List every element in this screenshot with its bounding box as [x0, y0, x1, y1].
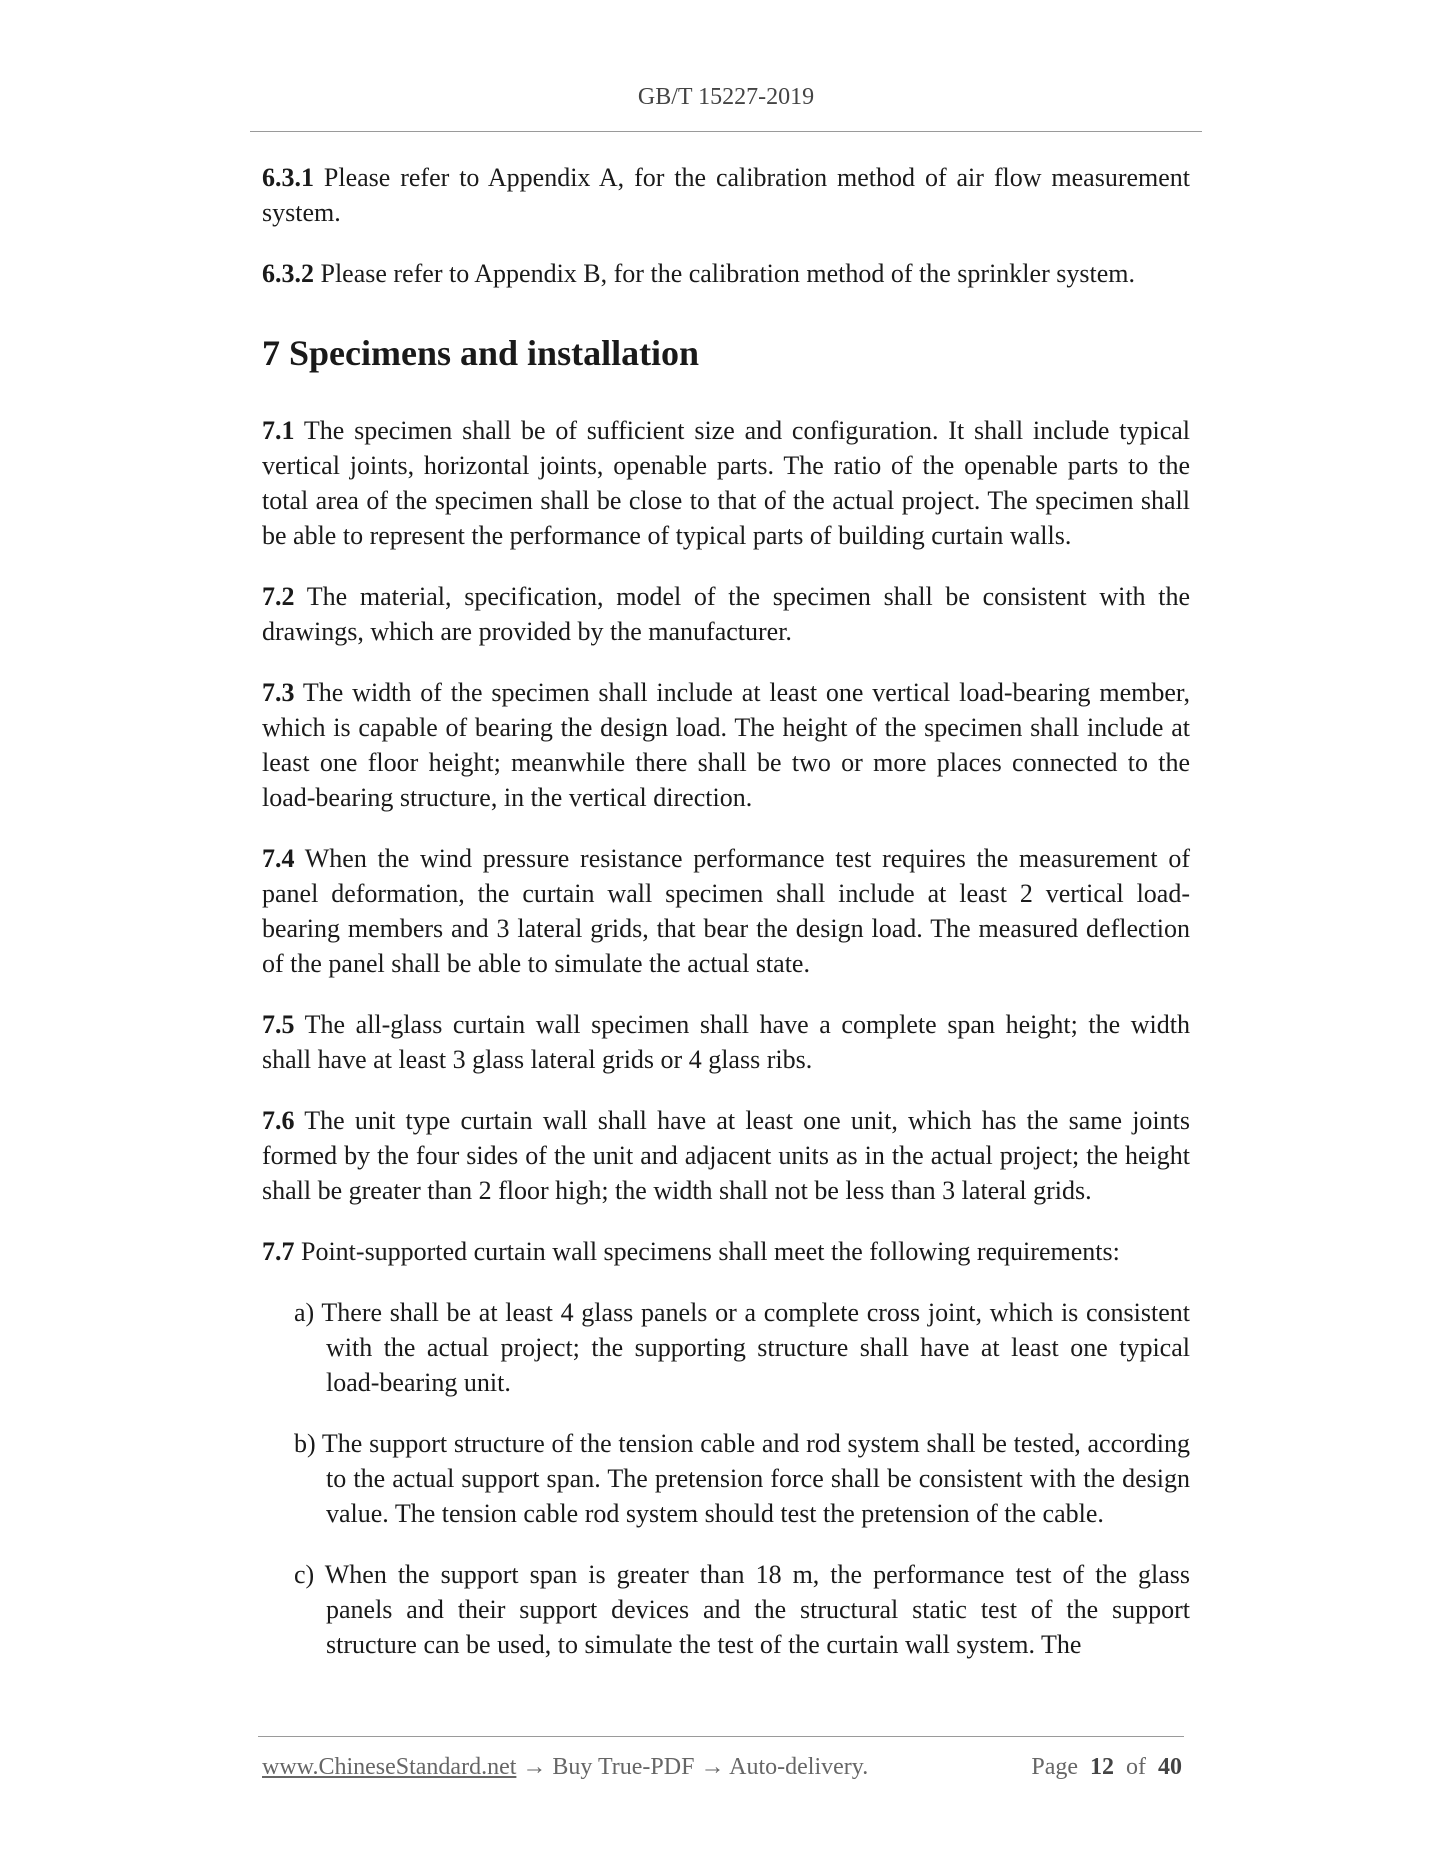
clause-text: The specimen shall be of sufficient size and configuration. It shall include typical vertical joints, horizontal joints, openable parts. The ratio of the openable parts to the total area of the specimen shall be close to that of the actual project. The specimen shall be able to represent the performance of typical parts of building curtain walls.	[262, 416, 1190, 550]
arrow-icon: →	[694, 1754, 730, 1780]
clause-text: Please refer to Appendix A, for the calibration method of air flow measurement system.	[262, 163, 1190, 227]
clause-number: 7.4	[262, 844, 295, 873]
current-page: 12	[1090, 1754, 1114, 1780]
of-label: of	[1126, 1754, 1146, 1780]
website-link[interactable]: www.ChineseStandard.net	[262, 1754, 517, 1780]
requirements-list	[294, 1295, 1190, 1662]
running-header: GB/T 15227-2019	[637, 84, 815, 110]
clause-text: The unit type curtain wall shall have at least one unit, which has the same joints formed by the four sides of the unit and adjacent units as in the actual project; the height shall be greater than 2 floor high; the width shall not be less than 3 lateral grids.	[262, 1106, 1190, 1205]
auto-delivery-text: Auto-delivery.	[729, 1754, 869, 1780]
clause-7-4	[262, 841, 1190, 981]
list-item: a) There shall be at least 4 glass panels or a complete cross joint, which is consistent with the actual project; the supporting structure shall have at least one typical load-bearing unit.	[294, 1298, 1190, 1397]
section-heading: 7 Specimens and installation	[262, 333, 700, 373]
clause-number: 6.3.1	[262, 163, 314, 192]
clause-text: Please refer to Appendix B, for the calibration method of the sprinkler system.	[314, 259, 1135, 288]
clause-number: 7.1	[262, 416, 295, 445]
arrow-icon: →	[516, 1754, 553, 1780]
page-number	[1031, 1754, 1182, 1781]
clause-number: 7.3	[262, 678, 295, 707]
clause-text: The width of the specimen shall include at least one vertical load-bearing member, which is capable of bearing the design load. The height of the specimen shall include at least one floor height; meanwhile there shall be two or more places connected to the load-bearing structure, in the vertical direction.	[262, 678, 1190, 812]
clause-text: The all-glass curtain wall specimen shall have a complete span height; the width shall have at least 3 glass lateral grids or 4 glass ribs.	[262, 1010, 1190, 1074]
clause-number: 6.3.2	[262, 259, 314, 288]
total-pages: 40	[1158, 1754, 1182, 1780]
clause-7-2	[262, 579, 1190, 649]
list-item: c) When the support span is greater than 18 m, the performance test of the glass panels and their support devices and the structural static test of the support structure can be used, to simulate the test of the curtain wall system. The	[294, 1560, 1190, 1659]
clause-text: Point-supported curtain wall specimens shall meet the following requirements:	[294, 1237, 1120, 1266]
page-label: Page	[1031, 1754, 1078, 1780]
footer-divider	[258, 1736, 1184, 1737]
clause-text: The material, specification, model of the specimen shall be consistent with the drawings, which are provided by the manufacturer.	[262, 582, 1190, 646]
clause-7-1	[262, 413, 1190, 553]
clause-7-7	[262, 1234, 1190, 1269]
header-divider	[250, 131, 1202, 132]
buy-pdf-text: Buy True-PDF	[552, 1754, 695, 1780]
clause-number: 7.6	[262, 1106, 295, 1135]
clause-7-6	[262, 1103, 1190, 1208]
clause-number: 7.2	[262, 582, 295, 611]
clause-number: 7.5	[262, 1010, 295, 1039]
list-item: b) The support structure of the tension cable and rod system shall be tested, according to the actual support span. The pretension force shall be consistent with the design value. The tension cable rod system should test the pretension of the cable.	[294, 1429, 1190, 1528]
clause-7-5	[262, 1007, 1190, 1077]
footer-promo	[262, 1754, 868, 1781]
clause-text: When the wind pressure resistance performance test requires the measurement of panel deformation, the curtain wall specimen shall include at least 2 vertical load-bearing members and 3 lateral grids, that bear the design load. The measured deflection of the panel shall be able to simulate the actual state.	[262, 844, 1190, 978]
page-body	[262, 160, 1190, 1662]
clause-7-3	[262, 675, 1190, 815]
clause-number: 7.7	[262, 1237, 295, 1266]
clause-6-3-2	[262, 256, 1190, 291]
clause-6-3-1	[262, 160, 1190, 230]
